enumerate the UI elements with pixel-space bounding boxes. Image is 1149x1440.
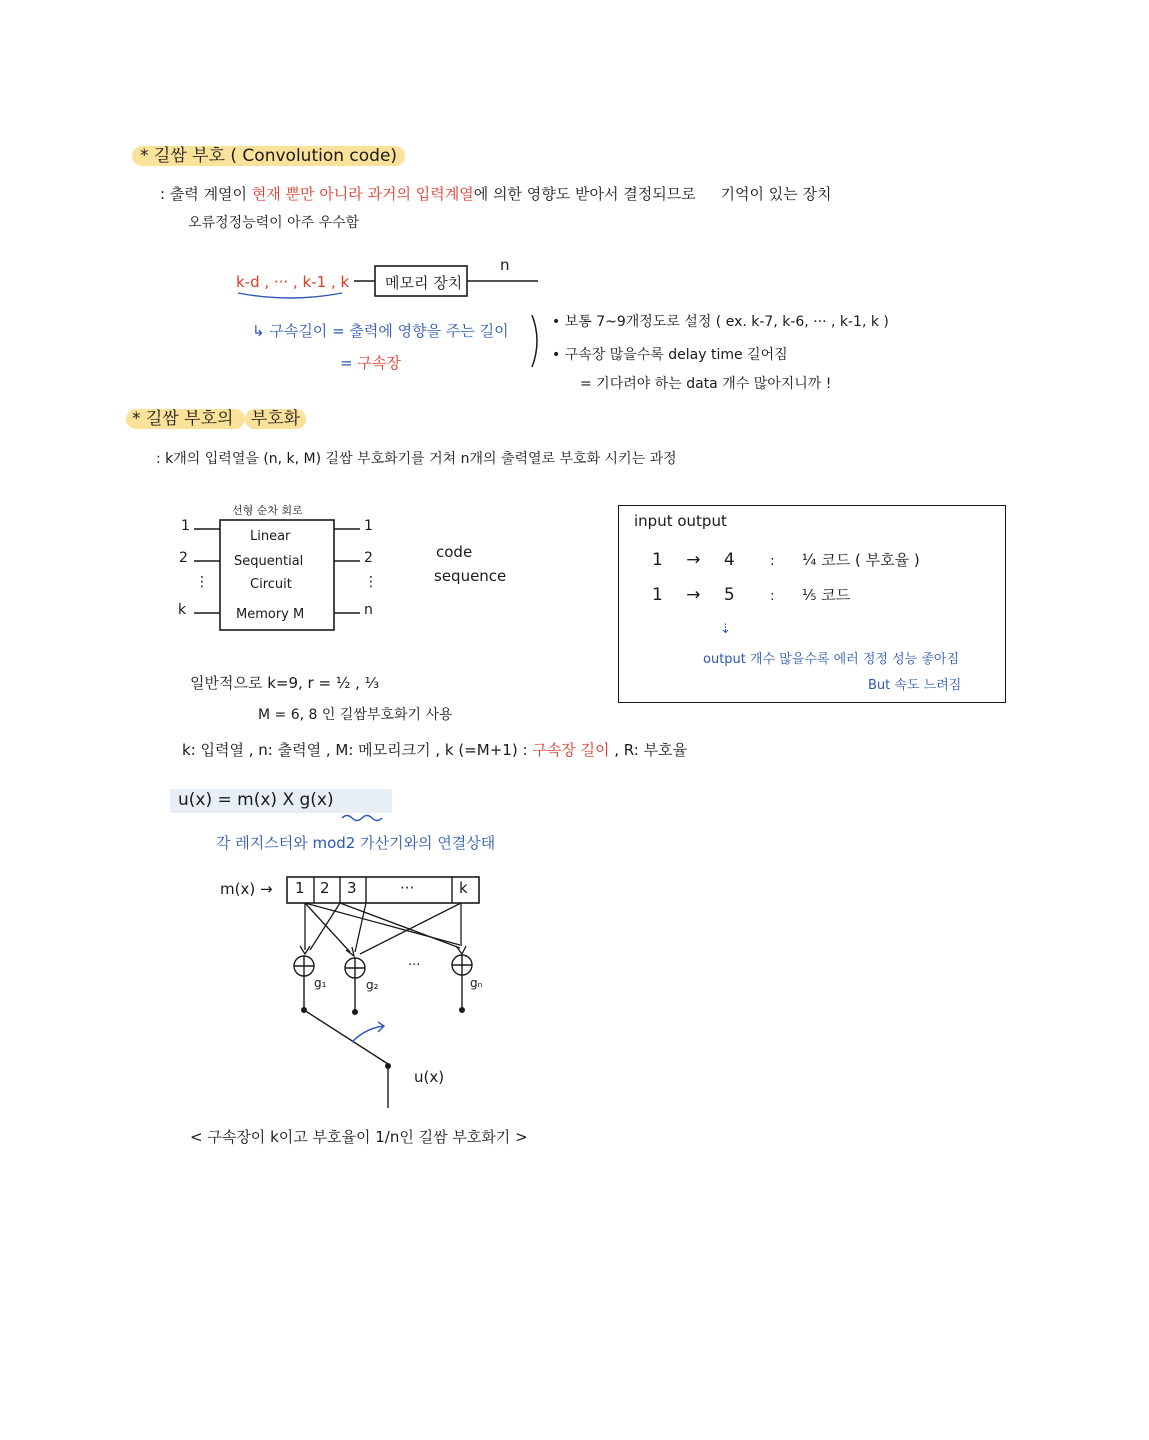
circuit-line-memory: Memory M [236, 607, 305, 622]
output-label-dots: ⋮ [364, 574, 378, 590]
adder-dots: ··· [408, 958, 421, 973]
input-label-2: 2 [179, 550, 188, 566]
memory-output-label: n [500, 256, 510, 274]
register-cell-1: 1 [295, 879, 305, 897]
register-cell-k: k [459, 879, 468, 897]
input-label-dots: ⋮ [195, 574, 209, 590]
rotation-arrow [352, 1026, 384, 1042]
circuit-caption: 선형 순차 회로 [232, 504, 303, 517]
terminal-gn [459, 1007, 465, 1013]
code-sequence-line1: code [436, 543, 473, 561]
encoder-output-label: u(x) [414, 1068, 445, 1086]
io-table-header: input output [634, 512, 727, 530]
circuit-line-linear: Linear [250, 529, 291, 544]
encoder-caption: < 구속장이 k이고 부호율이 1/n인 길쌈 부호화기 > [190, 1128, 528, 1146]
output-label-1: 1 [364, 518, 373, 534]
memory-box-label: 메모리 장치 [385, 274, 463, 292]
output-label-2: 2 [364, 550, 373, 566]
register-cell-dots: ··· [400, 879, 415, 897]
generator-gn: gₙ [470, 976, 483, 990]
adder-outputs [304, 975, 462, 1012]
memory-brace [238, 293, 342, 298]
bullet-2: • 구속장 많을수록 delay time 길어짐 [552, 347, 788, 363]
parameter-legend: k: 입력열 , n: 출력열 , M: 메모리크기 , k (=M+1) : 구속장 길이 , R: 부호율 [182, 741, 688, 759]
circuit-line-circuit: Circuit [250, 577, 292, 592]
section2-title: * 길쌈 부호의 부호화 [126, 404, 306, 429]
typical-params-2: M = 6, 8 인 길쌈부호화기 사용 [258, 707, 453, 723]
shift-register-input: m(x) → [220, 880, 273, 898]
io-note-2: But 속도 느려짐 [868, 678, 962, 693]
generator-g2: g₂ [366, 978, 379, 992]
typical-params-1: 일반적으로 k=9, r = ½ , ⅓ [190, 674, 380, 692]
mod2-adders [294, 955, 472, 978]
io-down-arrow: ⇣ [720, 622, 731, 637]
constraint-length-def: ↳ 구속길이 = 출력에 영향을 주는 길이 [252, 322, 509, 340]
output-label-n: n [364, 602, 373, 618]
section1-title: * 길쌈 부호 ( Convolution code) [132, 141, 405, 166]
commutator-switch [304, 1010, 388, 1064]
section1-description-line2: 오류정정능력이 아주 우수함 [188, 215, 360, 231]
tap-connections [305, 903, 461, 954]
bullet-3: = 기다려야 하는 data 개수 많아지니까 ! [580, 376, 832, 392]
generator-g1: g₁ [314, 976, 327, 990]
circuit-line-sequential: Sequential [234, 554, 304, 569]
section1-description: : 출력 계열이 현재 뿐만 아니라 과거의 입력계열에 의한 영향도 받아서 결정되므로 기억이 있는 장치 [160, 185, 832, 203]
io-row-1: 1 → 4 : ¼ 코드 ( 부호율 ) [652, 550, 920, 570]
input-label-1: 1 [181, 518, 190, 534]
constraint-length-eq: = 구속장 [340, 354, 401, 372]
terminal-g2 [352, 1009, 358, 1015]
tap-arrowheads [300, 946, 466, 956]
bullet-1: • 보통 7~9개정도로 설정 ( ex. k-7, k-6, ··· , k-1, k ) [552, 314, 889, 330]
input-label-k: k [178, 602, 187, 618]
register-box [287, 877, 479, 903]
register-cell-2: 2 [320, 879, 330, 897]
formula-underline [340, 812, 390, 824]
encoder-diagram [280, 870, 510, 1110]
paren-bracket [528, 313, 544, 369]
section2-description: : k개의 입력열을 (n, k, M) 길쌈 부호화기를 거쳐 n개의 출력열로 부호화 시키는 과정 [156, 451, 677, 467]
io-row-2: 1 → 5 : ⅕ 코드 [652, 585, 851, 605]
convolution-formula: u(x) = m(x) X g(x) [178, 790, 334, 810]
memory-input-label: k-d , ··· , k-1 , k [236, 273, 350, 291]
io-note-1: output 개수 많을수록 에러 정정 성능 좋아짐 [703, 652, 960, 667]
register-cell-3: 3 [347, 879, 357, 897]
code-sequence-line2: sequence [434, 567, 507, 585]
formula-note: 각 레지스터와 mod2 가산기와의 연결상태 [216, 834, 496, 852]
